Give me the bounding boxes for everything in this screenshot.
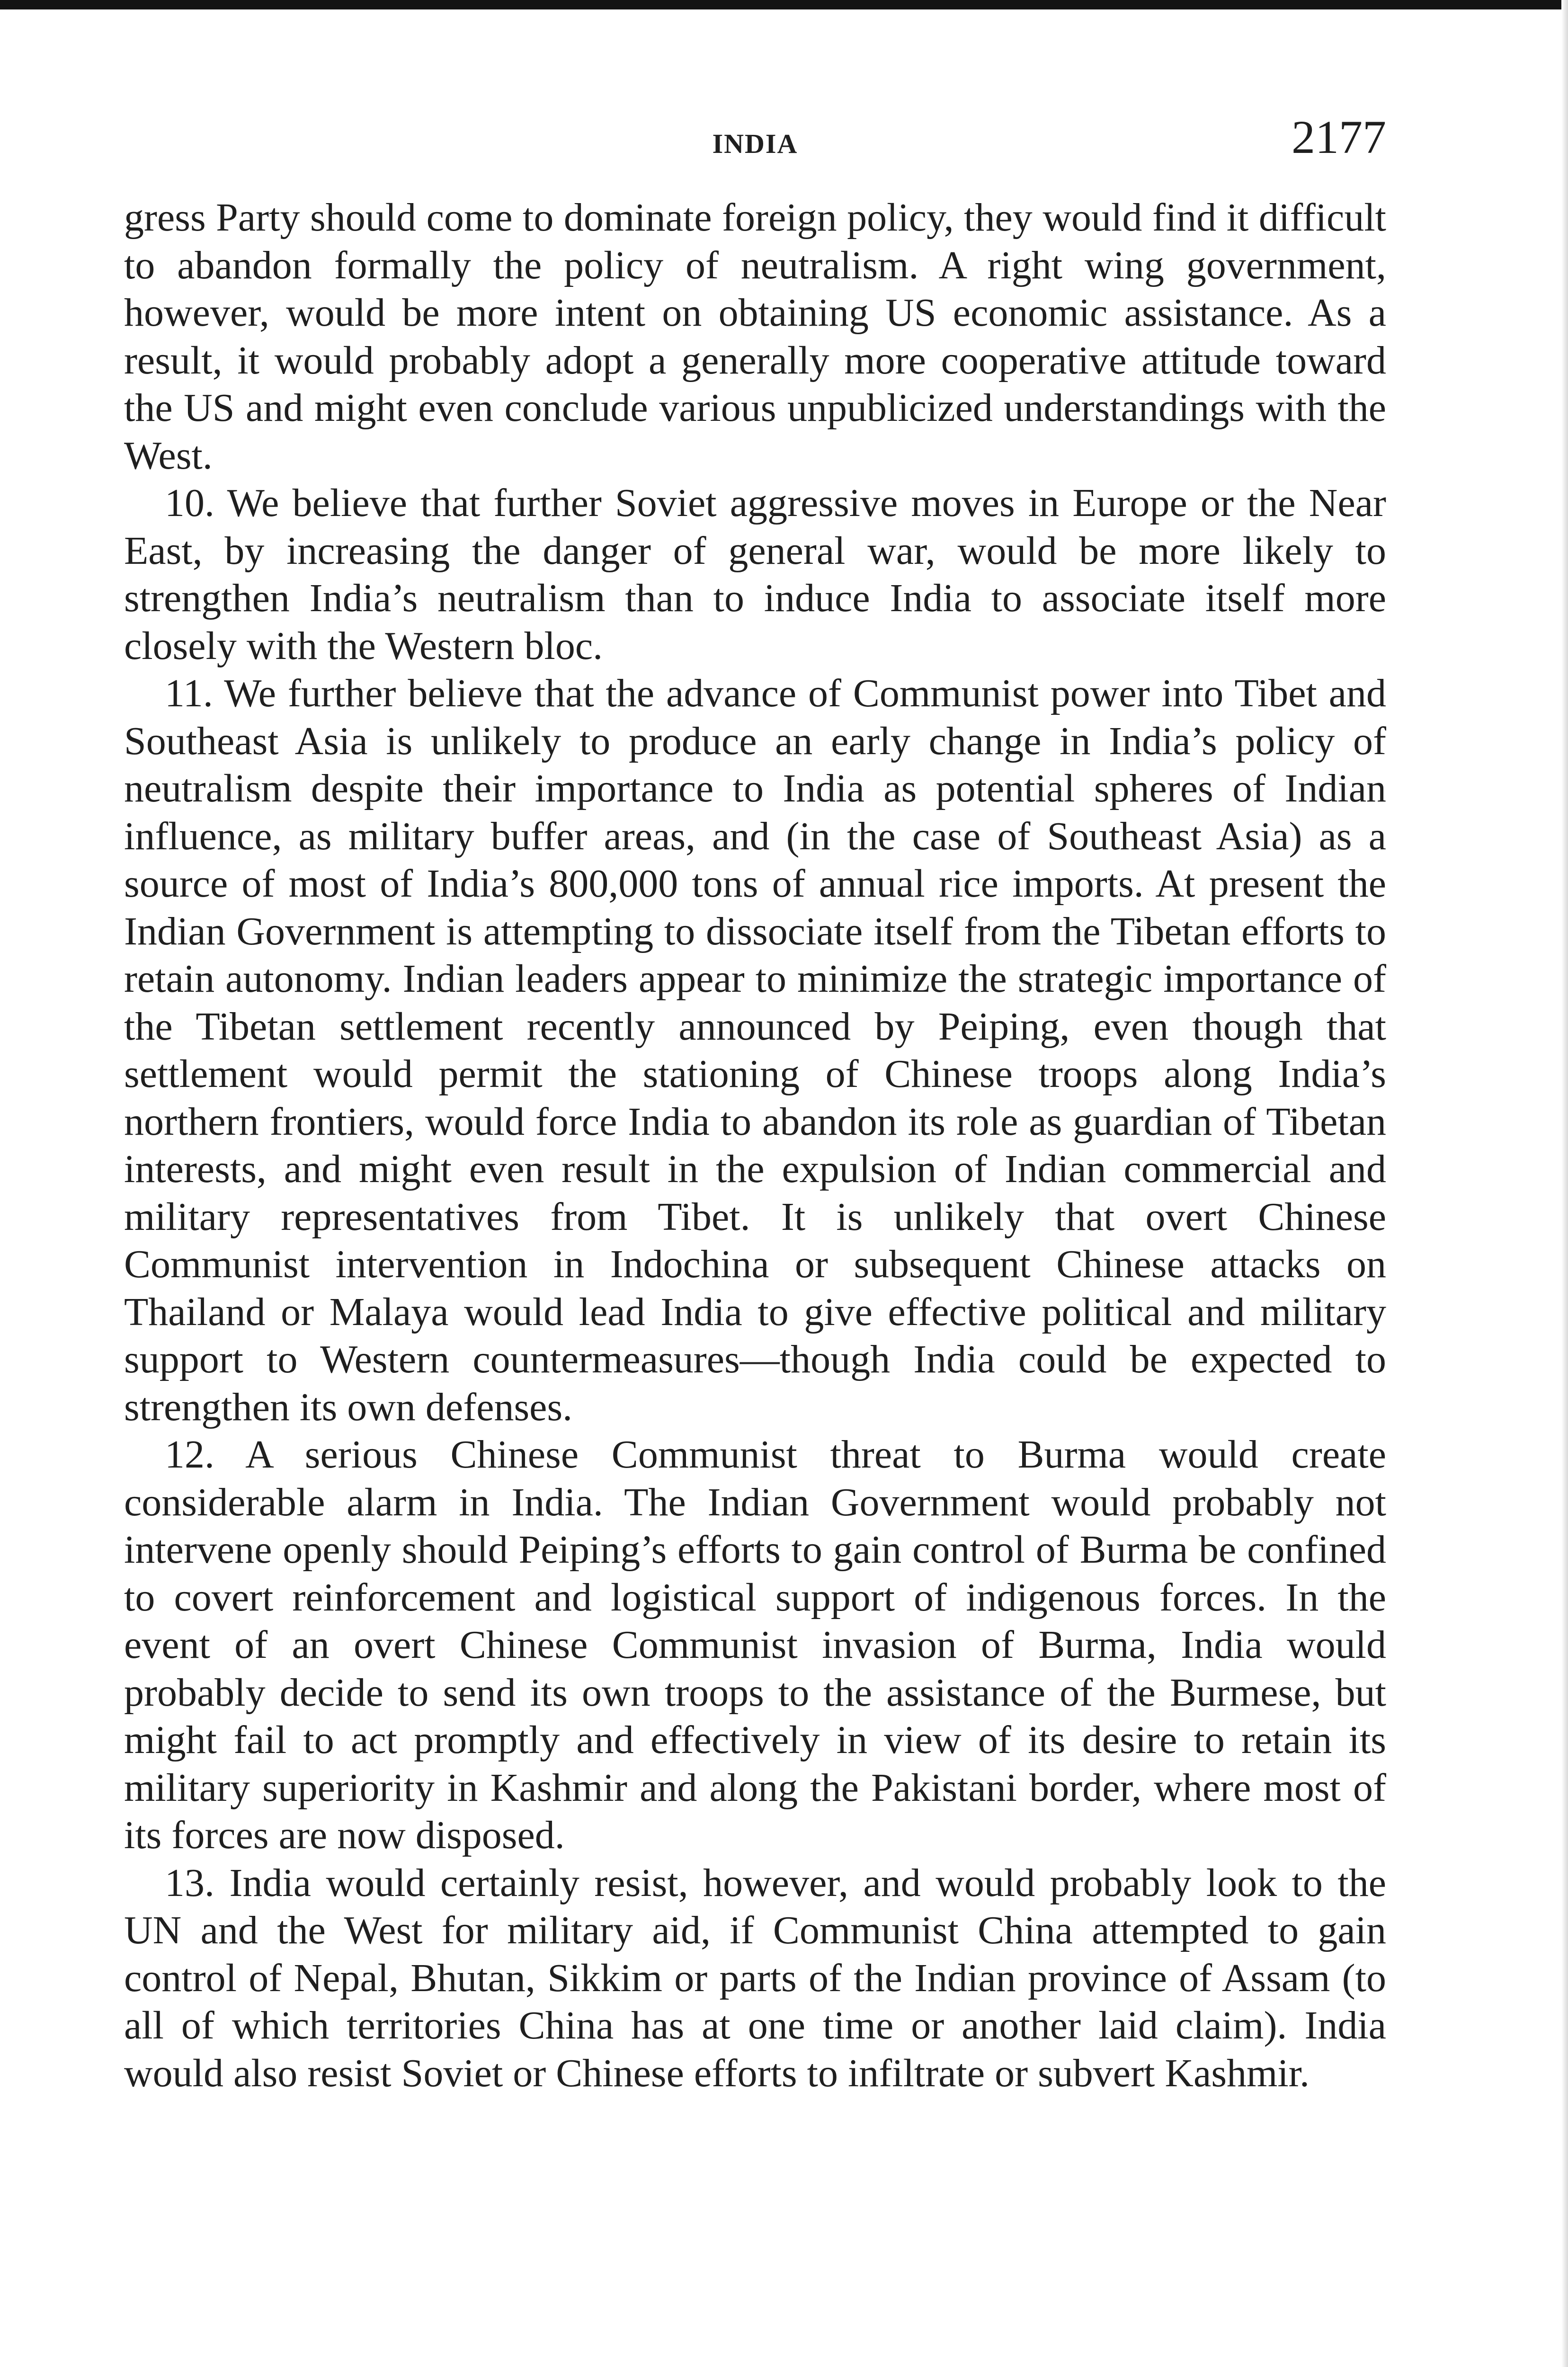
paragraph-continued: gress Party should come to dominate foreign policy, they would find it difficult to abandon formally the policy of neutralism. A right wing government, however, would be more intent on obtaining US economic assistance. As a result, it would probably adopt a generally more cooperative attitude toward the US and might even conclude various unpublicized understandings with the West. <box>124 196 1386 478</box>
top-scan-border <box>0 0 1568 9</box>
paragraph-11: 11. We further believe that the advance of Communist power into Tibet and Southeast Asia is unlikely to produce an early change in India’s policy of neutralism despite their importance to India as potential spheres of Indian influence, as military buffer areas, and (in the case of Southeast Asia) as a source of most of India’s 800,000 tons of annual rice imports. At present the Indian Government is attempting to dissociate itself from the Tibetan efforts to retain autonomy. Indian leaders appear to minimize the strategic importance of the Tibetan settlement recently announced by Peiping, even though that settlement would permit the stationing of Chinese troops along India’s northern frontiers, would force India to abandon its role as guardian of Tibetan interests, and might even result in the expulsion of Indian commercial and military representatives from Tibet. It is unlikely that overt Chinese Communist intervention in Indochina or subsequent Chinese attacks on Thailand or Malaya would lead India to give effective political and military support to Western countermeasures—though India could be expected to strengthen its own defenses. <box>124 671 1386 1429</box>
body-text <box>124 194 1386 2097</box>
page-header <box>124 111 1386 166</box>
paragraph-12: 12. A serious Chinese Communist threat to Burma would create considerable alarm in India. The Indian Government would probably not intervene openly should Peiping’s efforts to gain control of Burma be confined to covert reinforcement and logistical support of indigenous forces. In the event of an overt Chinese Communist invasion of Burma, India would probably decide to send its own troops to the assistance of the Burmese, but might fail to act promptly and effectively in view of its desire to retain its military superiority in Kashmir and along the Pakistani border, where most of its forces are now disposed. <box>124 1433 1386 1857</box>
page-number: 2177 <box>1292 111 1386 163</box>
running-title: INDIA <box>712 128 798 159</box>
paragraph-13: 13. India would certainly resist, however, and would probably look to the UN and the West for military aid, if Communist China attempted to gain control of Nepal, Bhutan, Sikkim or parts of the Indian province of Assam (to all of which territories China has at one time or another laid claim). India would also resist Soviet or Chinese efforts to infiltrate or subvert Kashmir. <box>124 1860 1386 2095</box>
paragraph-10: 10. We believe that further Soviet aggressive moves in Europe or the Near East, by increasing the danger of general war, would be more likely to strengthen India’s neutralism than to induce India to associate itself more closely with the Western bloc. <box>124 481 1386 668</box>
right-scan-edge <box>1561 0 1568 2367</box>
